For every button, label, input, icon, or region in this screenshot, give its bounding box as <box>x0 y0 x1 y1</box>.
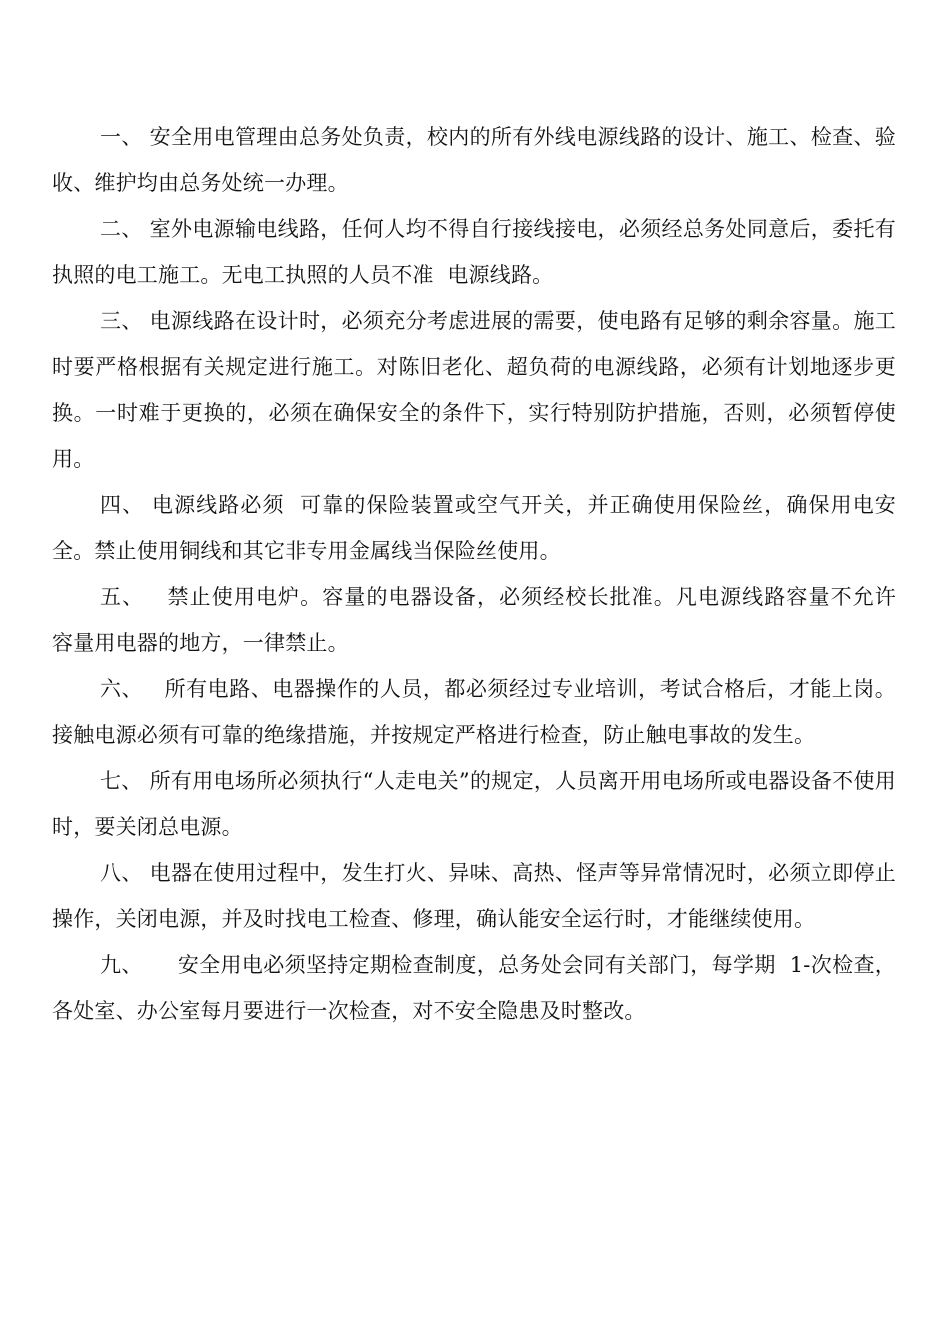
rule-paragraph-9: 九、 安全用电必须坚持定期检查制度，总务处会同有关部门，每学期 1-次检查，各处室、办公室每月要进行一次检查，对不安全隐患及时整改。 <box>52 953 896 1023</box>
rule-paragraph-8: 八、 电器在使用过程中，发生打火、异味、高热、怪声等异常情况时，必须立即停止操作，关闭电源，并及时找电工检查、修理，确认能安全运行时，才能继续使用。 <box>52 861 896 931</box>
rule-paragraph-2: 二、 室外电源输电线路，任何人均不得自行接线接电，必须经总务处同意后，委托有执照的电工施工。无电工执照的人员不准 电源线路。 <box>52 217 896 287</box>
rule-paragraph-5: 五、 禁止使用电炉。容量的电器设备，必须经校长批准。凡电源线路容量不允许 容量用电器的地方，一律禁止。 <box>52 585 910 655</box>
rule-paragraph-7: 七、 所有用电场所必须执行“人走电关”的规定，人员离开用电场所或电器设备不使用时，要关闭总电源。 <box>52 769 896 839</box>
rule-paragraph-3: 三、 电源线路在设计时，必须充分考虑进展的需要，使电路有足够的剩余容量。施工时要严格根据有关规定进行施工。对陈旧老化、超负荷的电源线路，必须有计划地逐步更换。一时难于更换的，必须在确保安全的条件下，实行特别防护措施，否则，必须暂停使用。 <box>52 309 896 471</box>
rule-paragraph-1: 一、 安全用电管理由总务处负责，校内的所有外线电源线路的设计、施工、检查、验收、维护均由总务处统一办理。 <box>52 125 896 195</box>
rule-paragraph-4: 四、 电源线路必须 可靠的保险装置或空气开关，并正确使用保险丝，确保用电安全。禁止使用铜线和其它非专用金属线当保险丝使用。 <box>52 493 896 563</box>
document-body <box>52 114 910 1034</box>
rule-paragraph-6: 六、 所有电路、电器操作的人员，都必须经过专业培训，考试合格后，才能上岗。接触电源必须有可靠的绝缘措施，并按规定严格进行检查，防止触电事故的发生。 <box>52 677 896 747</box>
